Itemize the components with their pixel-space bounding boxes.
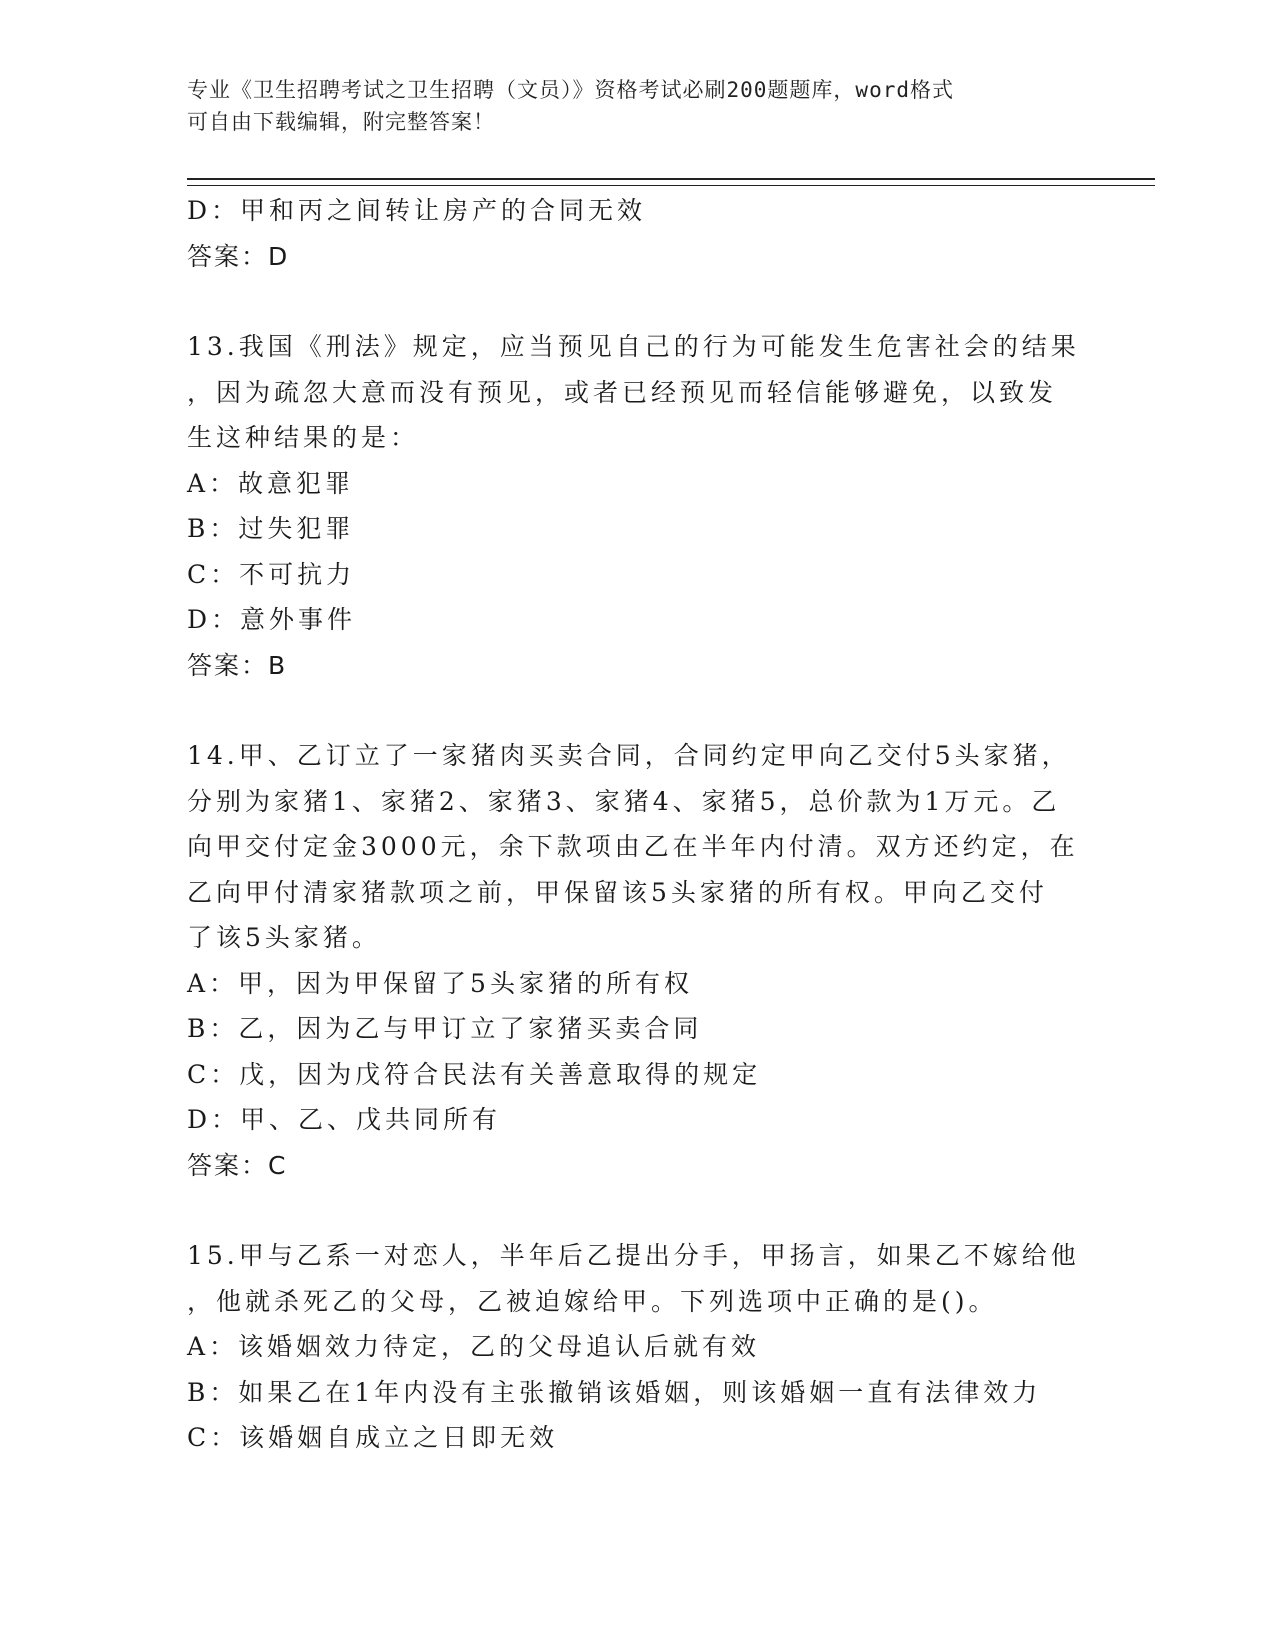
header-line-2: 可自由下载编辑，附完整答案！ <box>187 110 495 134</box>
question-15 <box>187 1233 1087 1461</box>
spacer <box>187 688 1087 733</box>
question-stem-line: 了该5头家猪。 <box>187 923 381 952</box>
question-13 <box>187 324 1087 688</box>
option-a: A：该婚姻效力待定，乙的父母追认后就有效 <box>187 1332 761 1361</box>
header-divider <box>187 178 1155 186</box>
document-header <box>187 74 1067 138</box>
option-d: D：甲、乙、戊共同所有 <box>187 1105 502 1134</box>
question-stem-line: 向甲交付定金3000元，余下款项由乙在半年内付清。双方还约定，在 <box>187 832 1079 861</box>
option-c: C：该婚姻自成立之日即无效 <box>187 1423 559 1452</box>
option-b: B：如果乙在1年内没有主张撤销该婚姻，则该婚姻一直有法律效力 <box>187 1377 1042 1407</box>
question-stem-line: 15.甲与乙系一对恋人，半年后乙提出分手，甲扬言，如果乙不嫁给他 <box>187 1241 1080 1270</box>
option-d: D：意外事件 <box>187 605 357 634</box>
question-14 <box>187 733 1087 1188</box>
document-body <box>187 188 1087 1461</box>
answer-line: 答案：D <box>187 241 290 271</box>
question-stem-line: ，因为疏忽大意而没有预见，或者已经预见而轻信能够避免，以致发 <box>187 377 1058 407</box>
question-stem-line: ，他就杀死乙的父母，乙被迫嫁给甲。下列选项中正确的是()。 <box>187 1286 998 1316</box>
option-b: B：过失犯罪 <box>187 514 355 543</box>
question-stem-line: 分别为家猪1、家猪2、家猪3、家猪4、家猪5，总价款为1万元。乙 <box>187 786 1061 816</box>
question-12-tail <box>187 188 1087 279</box>
option-a: A：甲，因为甲保留了5头家猪的所有权 <box>187 968 693 998</box>
option-c: C：不可抗力 <box>187 559 356 589</box>
question-stem-line: 乙向甲付清家猪款项之前，甲保留该5头家猪的所有权。甲向乙交付 <box>187 877 1048 907</box>
answer-line: 答案：B <box>187 650 288 680</box>
option-c: C：戊，因为戊符合民法有关善意取得的规定 <box>187 1059 762 1089</box>
question-stem-line: 生这种结果的是： <box>187 423 420 452</box>
header-line-1: 专业《卫生招聘考试之卫生招聘（文员）》资格考试必刷200题题库，word格式 <box>187 78 954 102</box>
question-stem-line: 14.甲、乙订立了一家猪肉买卖合同，合同约定甲向乙交付5头家猪， <box>187 741 1071 770</box>
option-b: B：乙，因为乙与甲订立了家猪买卖合同 <box>187 1014 703 1043</box>
spacer <box>187 1188 1087 1233</box>
question-stem-line: 13.我国《刑法》规定，应当预见自己的行为可能发生危害社会的结果 <box>187 332 1080 361</box>
spacer <box>187 279 1087 324</box>
option-d: D：甲和丙之间转让房产的合同无效 <box>187 196 647 225</box>
option-a: A：故意犯罪 <box>187 468 355 498</box>
answer-line: 答案：C <box>187 1150 288 1180</box>
